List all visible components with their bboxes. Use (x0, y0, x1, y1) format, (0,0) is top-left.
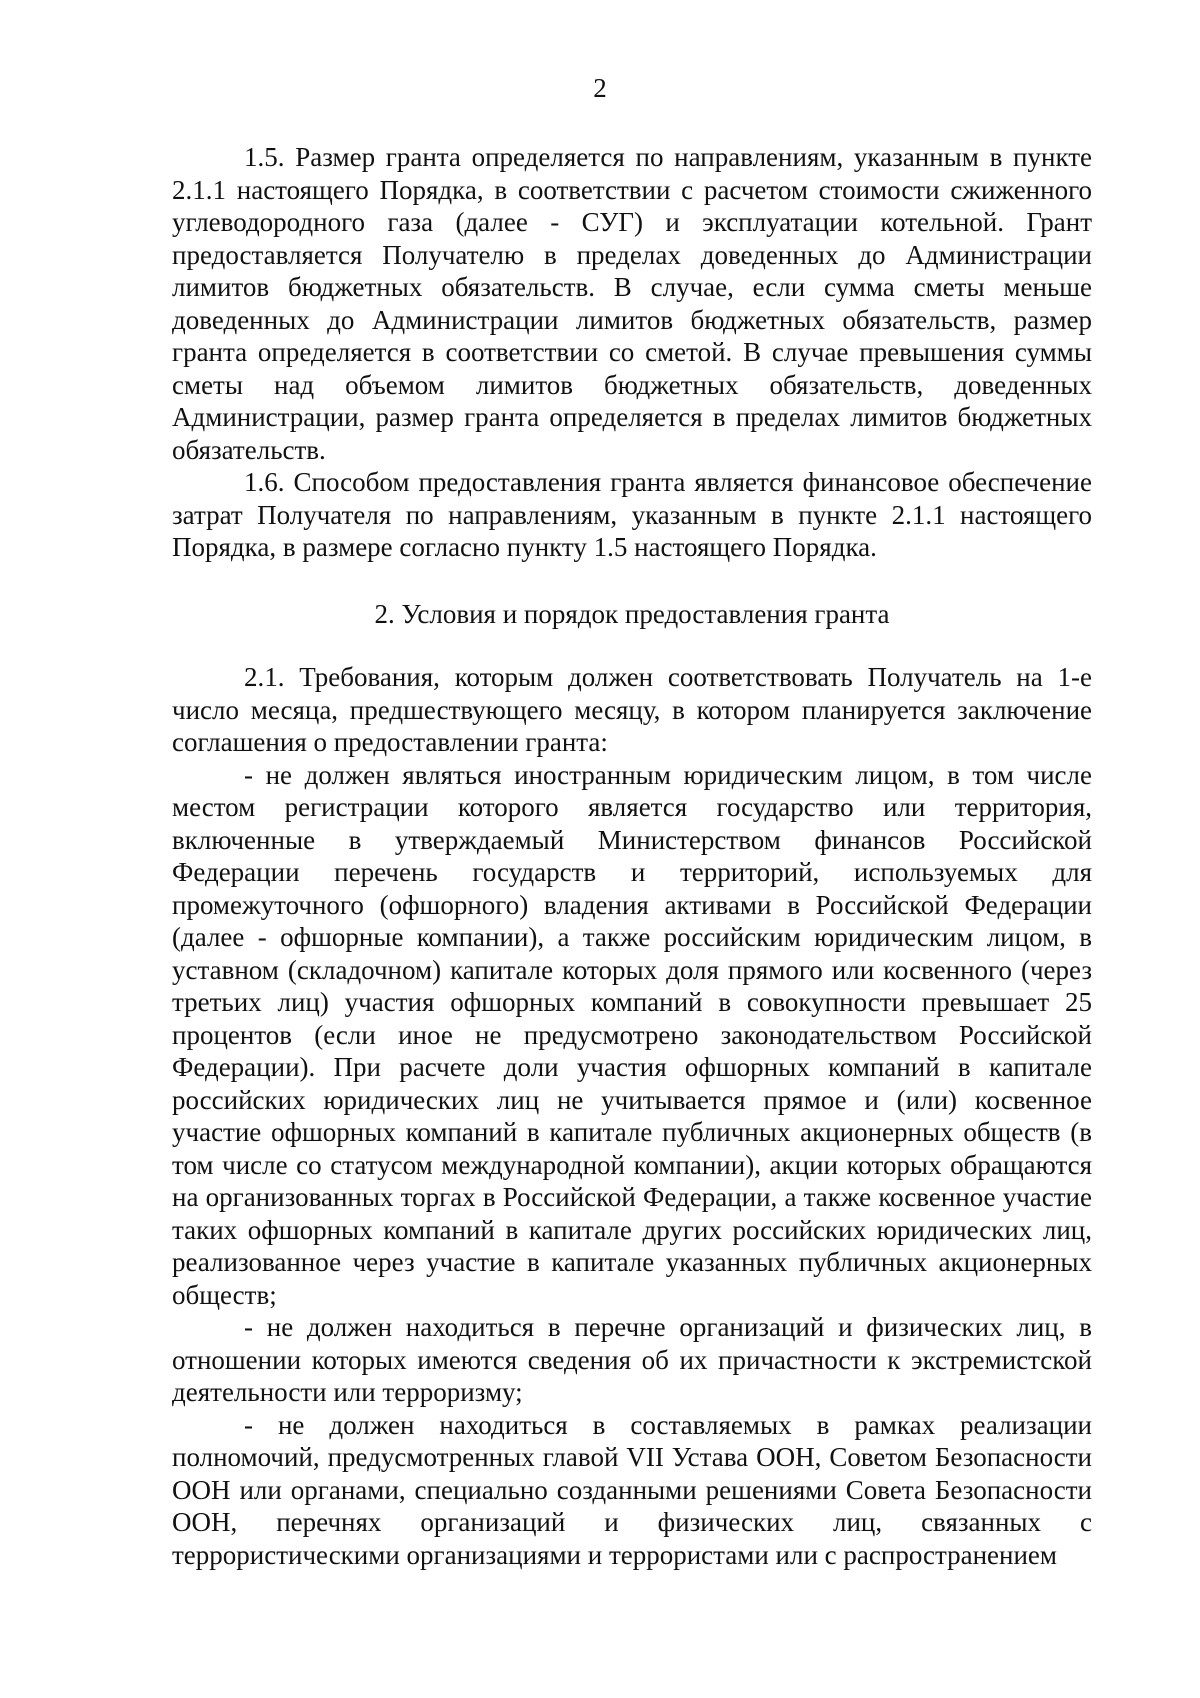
section-heading: 2. Условия и порядок предоставления гранта (374, 598, 890, 629)
paragraph-1-6: 1.6. Способом предоставления гранта является финансовое обеспечение затрат Получателя по направлениям, указанным в пункте 2.1.1 настоящего Порядка, в размере согласно пункту 1.5 настоящего Порядка. (172, 467, 1092, 562)
requirement-un-lists: - не должен находиться в составляемых в рамках реализации полномочий, предусмотренных главой VII Устава ООН, Советом Безопасности ООН или органами, специально созданными решениями Совета Безопасности ООН, перечнях организаций и физических лиц, связанных с террористическими организациями и террористами или с распространением (172, 1409, 1092, 1570)
paragraph-1-5: 1.5. Размер гранта определяется по направлениям, указанным в пункте 2.1.1 настоящего Порядка, в соответствии с расчетом стоимости сжиженного углеводородного газа (далее - СУГ) и эксплуатации котельной. Грант предоставляется Получателю в пределах доведенных до Администрации лимитов бюджетных обязательств. В случае, если сумма сметы меньше доведенных до Администрации лимитов бюджетных обязательств, размер гранта определяется в соответствии со сметой. В случае превышения суммы сметы над объемом лимитов бюджетных обязательств, доведенных Администрации, размер гранта определяется в пределах лимитов бюджетных обязательств. (172, 142, 1092, 465)
requirement-extremism: - не должен находиться в перечне организаций и физических лиц, в отношении которых имеются сведения об их причастности к экстремистской деятельности или терроризму; (172, 1312, 1092, 1407)
paragraph-2-1: 2.1. Требования, которым должен соответствовать Получатель на 1-е число месяца, предшествующего месяцу, в котором планируется заключение соглашения о предоставлении гранта: (172, 662, 1092, 757)
requirement-offshore: - не должен являться иностранным юридическим лицом, в том числе местом регистрации которого является государство или территория, включенные в утверждаемый Министерством финансов Российской Федерации перечень государств и территорий, используемых для промежуточного (офшорного) владения активами в Российской Федерации (далее - офшорные компании), а также российским юридическим лицом, в уставном (складочном) капитале которых доля прямого или косвенного (через третьих лиц) участия офшорных компаний в совокупности превышает 25 процентов (если иное не предусмотрено законодательством Российской Федерации). При расчете доли участия офшорных компаний в капитале российских юридических лиц не учитывается прямое и (или) косвенное участие офшорных компаний в капитале публичных акционерных обществ (в том числе со статусом международной компании), акции которых обращаются на организованных торгах в Российской Федерации, а также косвенное участие таких офшорных компаний в капитале других российских юридических лиц, реализованное через участие в капитале указанных публичных акционерных обществ; (172, 759, 1092, 1310)
page-number: 2 (593, 73, 607, 103)
document-body (172, 141, 1092, 1571)
